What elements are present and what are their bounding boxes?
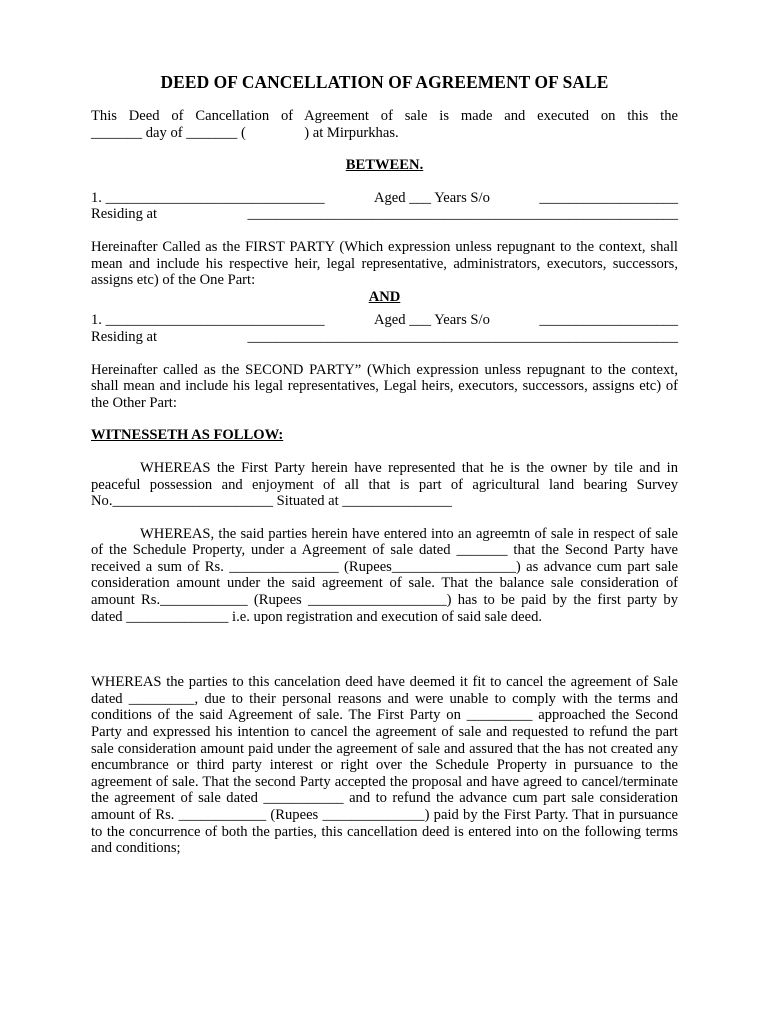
intro-line-1: This Deed of Cancellation of Agreement of sale is made and executed on this the [91, 108, 678, 124]
second-party-residing-blank: ___________________________________________________________ [247, 328, 678, 345]
whereas-ownership-paragraph: WHEREAS the First Party herein have represented that he is the owner by tile and in peaceful possession and enjoyment of all that is part of agricultural land bearing Survey No.______________________ Situated at _______________ [91, 459, 678, 510]
first-party-name-blank: 1. ______________________________ [91, 189, 325, 206]
second-party-age-label: Aged ___ Years S/o [373, 312, 490, 329]
whereas-agreement-paragraph: WHEREAS, the said parties herein have entered into an agreemtn of sale in respect of sale of the Schedule Property, under a Agreement of sale dated _______ that the Second Party have received a sum of Rs. _______________ (Rupees_________________) as advance cum part sale consideration amount under the said agreement of sale. That the balance sale consideration of amount Rs.____________ (Rupees ___________________) has to be paid by the first party by dated ______________ i.e. upon registration and execution of said sale deed. [91, 525, 678, 625]
second-party-residing-label: Residing at [91, 328, 158, 345]
first-party-description: Hereinafter Called as the FIRST PARTY (Which expression unless repugnant to the context, shall mean and include his respective heir, legal representative, administrators, executors, successors, assigns etc) of the One Part: [91, 238, 678, 289]
first-party-father-blank: ___________________ [539, 189, 678, 206]
second-party-block [91, 312, 678, 345]
second-party-name-blank: 1. ______________________________ [91, 312, 325, 329]
first-party-name-line [91, 190, 678, 207]
second-party-residence-line [91, 329, 678, 346]
intro-line-2: _______ day of _______ ( ) at Mirpurkhas. [91, 124, 399, 141]
first-party-age-label: Aged ___ Years S/o [373, 189, 490, 206]
first-party-residing-blank: ___________________________________________________________ [247, 206, 678, 223]
between-heading: BETWEEN. [345, 157, 424, 174]
first-party-residing-label: Residing at [91, 206, 158, 223]
intro-paragraph [91, 108, 678, 141]
document-title: DEED OF CANCELLATION OF AGREEMENT OF SALE [160, 72, 609, 92]
second-party-description: Hereinafter called as the SECOND PARTY” (Which expression unless repugnant to the context, shall mean and include his legal representatives, Legal heirs, executors, successors, assigns etc) of the Other Part: [91, 361, 678, 411]
second-party-name-line [91, 312, 678, 329]
first-party-block [91, 190, 678, 223]
witnesseth-heading: WITNESSETH AS FOLLOW: [91, 427, 284, 444]
and-heading: AND [368, 288, 401, 305]
deed-document [91, 72, 678, 873]
first-party-residence-line [91, 206, 678, 223]
paragraph-spacer [91, 641, 678, 674]
whereas-cancellation-paragraph: WHEREAS the parties to this cancelation deed have deemed it fit to cancel the agreement of Sale dated _________, due to their personal reasons and were unable to comply with the terms and conditions of the said Agreement of sale. The First Party on _________ approached the Second Party and expressed his intention to cancel the agreement of sale and requested to refund the part sale consideration amount paid under the agreement of sale and assured that the has not created any encumbrance or third party interest or right over the Schedule Property in pursuance to the agreement of sale. That the second Party accepted the proposal and have agreed to cancel/terminate the agreement of sale dated ___________ and to refund the advance cum part sale consideration amount of Rs. ____________ (Rupees ______________) paid by the First Party. That in pursuance to the concurrence of both the parties, this cancellation deed is entered into on the following terms and conditions; [91, 674, 678, 857]
second-party-father-blank: ___________________ [539, 312, 678, 329]
